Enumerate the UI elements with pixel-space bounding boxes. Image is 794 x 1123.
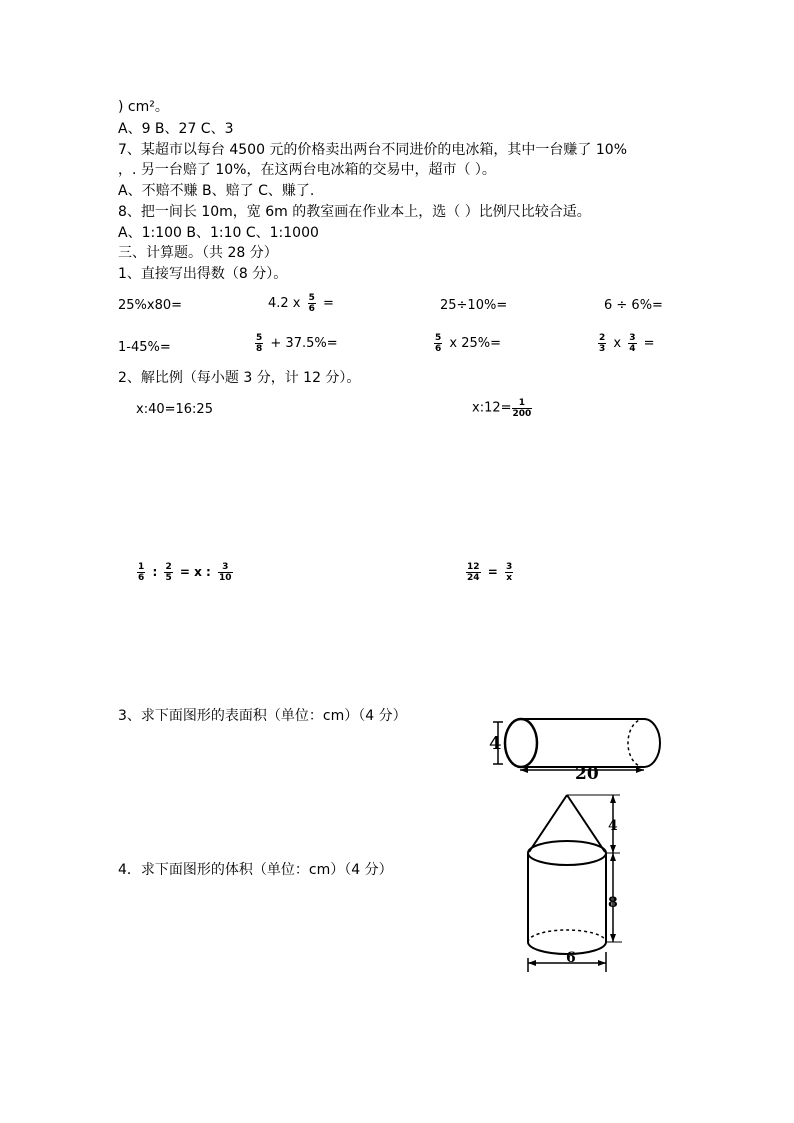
cylinder-body-height-label: 8 — [608, 895, 618, 911]
expr-4: 6 ÷ 6%= — [604, 298, 663, 313]
proportion-c: $\frac{1}{6}$ : $\frac{2}{5}$ = x : $\frac{3}{10}$ — [138, 562, 232, 583]
part2-title: 2、解比例（每小题 3 分，计 12 分）。 — [118, 370, 361, 386]
proportion-a: x:40=16:25 — [136, 402, 213, 417]
proportion-b: x:12= $\frac{1}{200}$ — [472, 398, 532, 419]
q8-options: A、1:100 B、1:10 C、1:1000 — [118, 225, 319, 241]
part1-title: 1、直接写出得数（8 分）。 — [118, 266, 288, 282]
cylinder-length-label: 20 — [575, 764, 599, 784]
cone-height-label: 4 — [608, 818, 618, 834]
expr-6: $\frac{5}{8}$ + 37.5%= — [256, 333, 338, 354]
q6-options: A、9 B、27 C、3 — [118, 121, 234, 137]
fraction: $\frac{5}{8}$ — [256, 333, 263, 354]
fraction: $\frac{1}{200}$ — [512, 398, 532, 419]
q7-line1: 7、某超市以每台 4500 元的价格卖出两台不同进价的电冰箱，其中一台赚了 10% — [118, 142, 628, 158]
expr-3: 25÷10%= — [440, 298, 508, 313]
fraction: $\frac{3}{x}$ — [505, 562, 513, 583]
fraction: $\frac{2}{3}$ — [599, 333, 606, 354]
fraction: $\frac{1}{6}$ — [138, 562, 145, 583]
cone-cylinder-figure — [520, 786, 630, 976]
part4-title: 4．求下面图形的体积（单位：cm）（4 分） — [118, 862, 393, 878]
question-fragment-cm: ) cm²。 — [118, 99, 169, 115]
fraction: $\frac{12}{24}$ — [467, 562, 480, 583]
fraction: $\frac{5}{6}$ — [435, 333, 442, 354]
q8-line: 8、把一间长 10m，宽 6m 的教室画在作业本上，选（ ）比例尺比较合适。 — [118, 204, 591, 220]
q7-line2: ，. 另一台赔了 10%，在这两台电冰箱的交易中，超市（ ）。 — [118, 162, 496, 178]
cylinder-height-label: 4 — [489, 733, 502, 754]
fraction: $\frac{5}{6}$ — [308, 293, 315, 314]
fraction: $\frac{3}{4}$ — [629, 333, 636, 354]
q7-options: A、不赔不赚 B、赔了 C、赚了. — [118, 183, 315, 199]
base-width-label: 6 — [566, 950, 576, 966]
fraction: $\frac{3}{10}$ — [219, 562, 232, 583]
expr-1: 25%x80= — [118, 298, 183, 313]
expr-2: 4.2 x $\frac{5}{6}$ = — [268, 293, 334, 314]
proportion-d: $\frac{12}{24}$ = $\frac{3}{x}$ — [467, 562, 513, 583]
part3-title: 3、求下面图形的表面积（单位：cm）（4 分） — [118, 708, 407, 724]
expr-8: $\frac{2}{3}$ x $\frac{3}{4}$ = — [599, 333, 655, 354]
fraction: $\frac{2}{5}$ — [165, 562, 172, 583]
section3-title: 三、计算题。（共 28 分） — [118, 245, 278, 261]
expr-7: $\frac{5}{6}$ x 25%= — [435, 333, 502, 354]
expr-5: 1-45%= — [118, 340, 171, 355]
